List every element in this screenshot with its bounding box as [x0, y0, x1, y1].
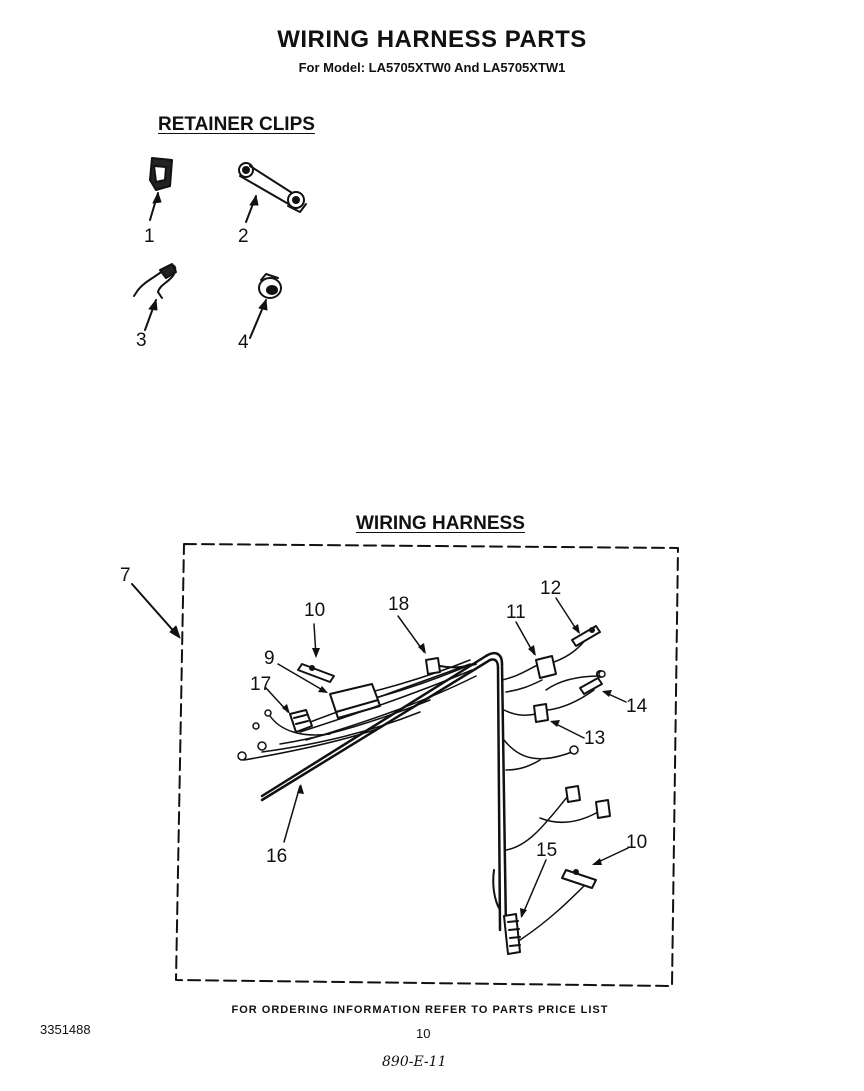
part-number: 3351488	[40, 1022, 91, 1037]
harness-enclosure-border	[176, 544, 678, 986]
callout-label: 10	[626, 832, 648, 853]
callout-label: 18	[388, 594, 410, 615]
callout-label: 14	[626, 696, 648, 717]
wire-bundle-left	[244, 660, 476, 760]
connector-part-13	[534, 704, 548, 722]
callout-label: 15	[536, 840, 558, 861]
retainer-clip-1	[150, 158, 172, 190]
page-title: WIRING HARNESS PARTS	[277, 26, 587, 53]
model-subtitle: For Model: LA5705XTW0 And LA5705XTW1	[298, 60, 566, 75]
ring-terminals-left	[238, 710, 271, 760]
callout-label: 17	[250, 674, 272, 695]
retainer-clips-heading: RETAINER CLIPS	[158, 114, 315, 135]
connector-part-9	[330, 684, 380, 718]
callout-label: 16	[266, 846, 288, 867]
retainer-clip-2	[239, 163, 306, 212]
ordering-note: FOR ORDERING INFORMATION REFER TO PARTS PRICE LIST	[231, 1004, 609, 1016]
callout-label: 1	[144, 226, 155, 247]
connector-lower-right-b	[596, 800, 610, 818]
wiring-harness-heading: WIRING HARNESS	[356, 513, 525, 534]
callout-label: 12	[540, 578, 562, 599]
callout-label: 3	[136, 330, 147, 351]
callout-label: 2	[238, 226, 249, 247]
callout-label: 7	[120, 565, 131, 586]
connector-part-11	[536, 656, 556, 678]
retainer-clip-3	[134, 264, 176, 298]
callout-label: 4	[238, 332, 249, 353]
callout-label: 11	[506, 602, 526, 623]
handwritten-code: 890-E-11	[382, 1054, 447, 1070]
callout-label: 10	[304, 600, 326, 621]
terminal-part-10-bottom	[562, 870, 596, 888]
connector-lower-right-a	[566, 786, 580, 802]
arrow-7	[132, 584, 178, 636]
leader-lines	[266, 598, 628, 916]
retainer-clip-4	[259, 274, 281, 298]
page-number: 10	[416, 1026, 431, 1041]
callout-label: 9	[264, 648, 275, 669]
callout-label: 13	[584, 728, 606, 749]
